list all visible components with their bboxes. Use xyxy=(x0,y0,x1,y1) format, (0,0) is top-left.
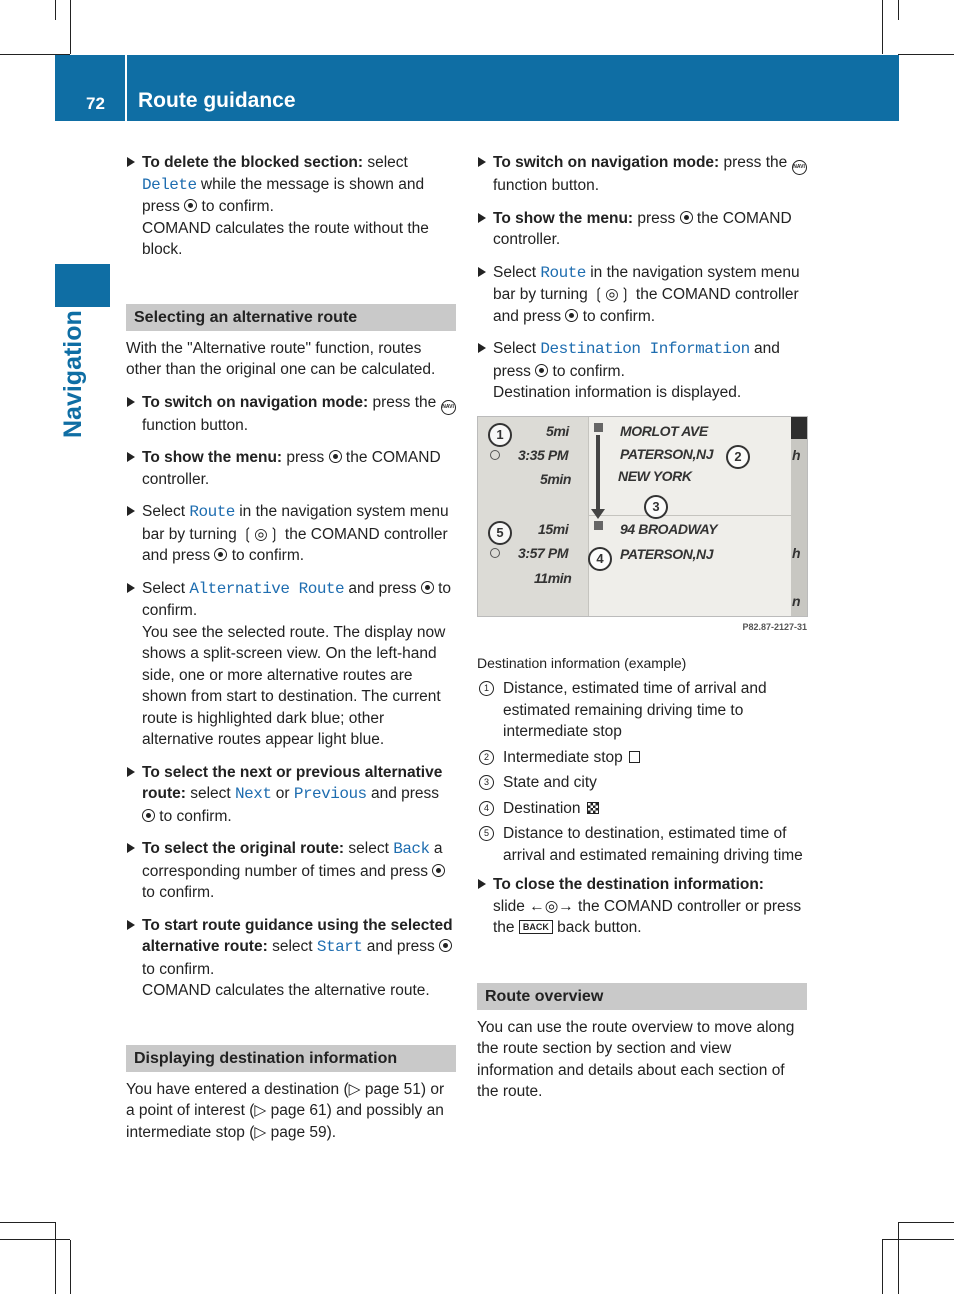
step-arrow-icon xyxy=(478,879,486,889)
screen-city-2: PATERSON,NJ xyxy=(620,545,714,562)
step-arrow-icon xyxy=(127,397,135,407)
screen-state-1: NEW YORK xyxy=(618,467,692,484)
step-text: and press xyxy=(344,579,421,597)
step-text: function button. xyxy=(493,177,599,194)
menu-keyword: Next xyxy=(235,785,272,803)
step-text: to confirm. xyxy=(197,198,274,215)
crop-mark xyxy=(898,1222,954,1223)
step-arrow-icon xyxy=(127,583,135,593)
step-text: to confirm. xyxy=(548,362,625,380)
step-switch-nav xyxy=(477,152,807,197)
screen-divider xyxy=(588,515,791,516)
crop-mark xyxy=(882,1239,954,1240)
legend-number: 4 xyxy=(479,801,494,816)
controller-press-icon xyxy=(535,364,548,377)
screen-distance-1: 5mi xyxy=(546,422,569,439)
step-text: the COMAND controller and press xyxy=(142,525,448,564)
section-intro: With the "Alternative route" function, routes other than the original one can be calculated. xyxy=(126,339,436,378)
step-bold: To show the menu: xyxy=(493,209,634,227)
legend-number: 1 xyxy=(479,681,494,696)
figure-caption: Destination information (example) xyxy=(477,654,687,671)
destination-info-screen xyxy=(477,416,808,617)
step-result: COMAND calculates the alternative route. xyxy=(142,982,430,999)
menu-keyword: Start xyxy=(316,938,363,956)
legend-item xyxy=(477,678,807,743)
step-text: press the xyxy=(368,393,441,411)
legend-item xyxy=(477,747,807,769)
legend-number: 2 xyxy=(479,750,494,765)
page-number: 72 xyxy=(86,94,105,113)
menu-keyword: Alternative Route xyxy=(189,579,345,598)
step-text: Select xyxy=(142,503,190,520)
crop-mark xyxy=(898,0,899,20)
step-result: Destination information is displayed. xyxy=(493,384,742,401)
step-show-menu xyxy=(477,208,807,251)
screen-eta-2: 3:57 PM xyxy=(518,544,569,561)
step-delete-blocked xyxy=(126,152,456,261)
step-select-route xyxy=(126,501,456,567)
step-text: back button. xyxy=(552,919,642,936)
step-next-previous xyxy=(126,762,456,828)
screen-map-strip-top xyxy=(791,417,807,439)
crop-mark xyxy=(882,1240,883,1294)
section-heading: Route overview xyxy=(477,983,807,1010)
step-text: Select xyxy=(142,579,190,597)
step-destination-info xyxy=(477,338,807,404)
callout-5: 5 xyxy=(488,521,512,545)
step-text: a corresponding number of times and press xyxy=(142,840,443,880)
destination-flag-icon xyxy=(594,521,603,530)
controller-slide-icon: ←◎→ xyxy=(529,897,574,915)
step-text: and press xyxy=(362,938,440,955)
controller-press-icon xyxy=(421,581,434,594)
step-text: the COMAND controller or press the xyxy=(493,897,802,936)
menu-keyword: Destination Information xyxy=(540,340,750,358)
controller-press-icon xyxy=(565,309,578,322)
step-text: Select xyxy=(493,340,541,357)
step-start-guidance xyxy=(126,915,456,1002)
step-arrow-icon xyxy=(478,157,486,167)
step-bold: To switch on navigation mode: xyxy=(142,393,369,411)
step-result: COMAND calculates the route without the block. xyxy=(142,219,429,258)
step-arrow-icon xyxy=(478,213,486,223)
step-text: the COMAND controller. xyxy=(493,209,792,248)
step-arrow-icon xyxy=(127,506,135,516)
legend-text: Destination xyxy=(503,799,581,817)
step-show-menu xyxy=(126,447,456,490)
step-bold: To switch on navigation mode: xyxy=(493,154,720,171)
header-divider xyxy=(125,55,127,121)
clock-icon xyxy=(490,450,500,460)
controller-turn-icon: ❲◎❳ xyxy=(241,525,281,543)
legend-item xyxy=(477,772,807,794)
controller-turn-icon: ❲◎❳ xyxy=(592,286,632,303)
step-text: or xyxy=(271,785,294,802)
step-arrow-icon xyxy=(127,767,135,777)
section-heading: Displaying destination information xyxy=(126,1045,456,1072)
legend-number: 5 xyxy=(479,826,494,841)
screen-street-1: MORLOT AVE xyxy=(620,422,708,439)
callout-3: 3 xyxy=(644,495,668,519)
legend-number: 3 xyxy=(479,775,494,790)
step-arrow-icon xyxy=(478,267,486,277)
controller-press-icon xyxy=(184,199,197,212)
step-text: press xyxy=(282,449,329,466)
intermediate-stop-flag-icon xyxy=(594,423,603,432)
back-key-icon: BACK xyxy=(519,920,553,934)
step-text: select xyxy=(363,154,408,171)
controller-press-icon xyxy=(329,450,342,463)
screen-city-1: PATERSON,NJ xyxy=(620,445,714,462)
callout-4: 4 xyxy=(588,547,612,571)
step-select-route xyxy=(477,262,807,328)
left-column xyxy=(126,152,456,1154)
legend-text: Intermediate stop xyxy=(503,748,623,766)
section-intro: You have entered a destination (▷ page 51) or a point of interest (▷ page 61) and possibly an intermediate stop (▷ page 59). xyxy=(126,1080,445,1141)
step-text: select xyxy=(267,938,317,955)
step-result: You see the selected route. The display now shows a split-screen view. On the left-hand side, one or more alternative routes are shown from start to destination. The current route is highlighted dark blue; other alternative routes appear light blue. xyxy=(142,623,446,748)
step-text: select xyxy=(344,840,394,857)
right-column xyxy=(477,152,807,1114)
controller-press-icon xyxy=(680,211,693,224)
step-arrow-icon xyxy=(478,343,486,353)
legend-item xyxy=(477,798,807,820)
crop-mark xyxy=(0,1222,55,1223)
step-bold: To show the menu: xyxy=(142,449,283,466)
step-arrow-icon xyxy=(127,452,135,462)
crop-mark xyxy=(898,54,954,55)
menu-keyword: Route xyxy=(189,503,235,521)
step-text: in the navigation system menu bar by turning xyxy=(493,263,800,303)
crop-mark xyxy=(70,0,71,54)
step-text: press the xyxy=(719,154,792,171)
section-intro: You can use the route overview to move along the route section by section and view information and details about each section of the route. xyxy=(477,1018,795,1100)
crop-mark xyxy=(898,1222,899,1294)
step-text: to confirm. xyxy=(227,547,305,564)
callout-2: 2 xyxy=(726,445,750,469)
step-text: function button. xyxy=(142,416,248,434)
controller-press-icon xyxy=(432,864,445,877)
side-tab-text: Navigation xyxy=(59,310,87,438)
screen-eta-1: 3:35 PM xyxy=(518,446,569,463)
step-switch-nav xyxy=(126,392,456,437)
step-text: to confirm. xyxy=(578,307,656,325)
navi-button-icon: NAVI xyxy=(792,160,807,175)
screen-divider xyxy=(588,417,589,616)
route-arrow-icon xyxy=(591,509,605,519)
step-text: and press xyxy=(366,785,440,802)
controller-press-icon xyxy=(142,809,155,822)
chapter-title: Route guidance xyxy=(138,89,296,112)
step-arrow-icon xyxy=(127,157,135,167)
screen-street-2: 94 BROADWAY xyxy=(620,520,718,537)
step-text: Select xyxy=(493,263,541,281)
step-text: the COMAND controller. xyxy=(142,449,441,488)
step-bold: To delete the blocked section: xyxy=(142,154,364,171)
step-text: press xyxy=(633,209,680,227)
crop-mark xyxy=(0,1239,70,1240)
menu-keyword: Delete xyxy=(142,175,197,194)
crop-mark xyxy=(55,1222,56,1294)
navi-button-icon: NAVI xyxy=(441,400,456,415)
screen-remaining-1: 5min xyxy=(540,470,572,487)
figure-reference: P82.87-2127-31 xyxy=(742,621,807,632)
screen-remaining-2: 11min xyxy=(534,569,572,586)
step-text: to confirm. xyxy=(142,884,215,901)
legend-text: Distance, estimated time of arrival and estimated remaining driving time to intermediate stop xyxy=(503,680,767,740)
step-close-destination-info xyxy=(477,874,807,939)
step-text: slide xyxy=(493,897,530,915)
step-text: the COMAND controller and press xyxy=(493,286,799,325)
destination-flag-icon xyxy=(587,802,599,814)
screen-edge-text: h xyxy=(792,446,801,463)
intermediate-stop-icon xyxy=(629,751,640,763)
step-text: to confirm. xyxy=(142,579,452,619)
controller-press-icon xyxy=(439,939,452,952)
step-text: to confirm. xyxy=(155,807,232,825)
crop-mark xyxy=(55,0,56,20)
step-text: while the message is shown and press xyxy=(142,175,425,215)
legend-item xyxy=(477,823,807,866)
screen-edge-text: n xyxy=(792,592,801,609)
screen-distance-2: 15mi xyxy=(538,520,569,537)
step-arrow-icon xyxy=(127,920,135,930)
step-arrow-icon xyxy=(127,843,135,853)
step-text: select xyxy=(185,785,236,802)
screen-edge-text: h xyxy=(792,544,801,561)
crop-mark xyxy=(882,0,883,54)
controller-press-icon xyxy=(214,548,227,561)
step-bold: To start route guidance using the selected alternative route: xyxy=(142,916,453,955)
crop-mark xyxy=(70,1240,71,1294)
step-bold: To select the next or previous alternative route: xyxy=(142,763,443,802)
step-text: to confirm. xyxy=(142,960,215,978)
menu-keyword: Back xyxy=(393,840,430,858)
step-alternative-route xyxy=(126,578,456,751)
menu-keyword: Route xyxy=(540,263,586,282)
step-bold: To select the original route: xyxy=(142,840,345,857)
step-bold: To close the destination information: xyxy=(493,876,764,893)
route-line xyxy=(596,435,600,511)
legend-text: State and city xyxy=(503,774,597,791)
section-heading: Selecting an alternative route xyxy=(126,304,456,331)
legend-text: Distance to destination, estimated time of arrival and estimated remaining driving time xyxy=(503,825,803,864)
step-original-route xyxy=(126,838,456,904)
step-text: and press xyxy=(493,340,780,380)
callout-1: 1 xyxy=(488,423,512,447)
menu-keyword: Previous xyxy=(293,785,367,803)
clock-icon xyxy=(490,548,500,558)
step-text: in the navigation system menu bar by turning xyxy=(142,503,449,543)
